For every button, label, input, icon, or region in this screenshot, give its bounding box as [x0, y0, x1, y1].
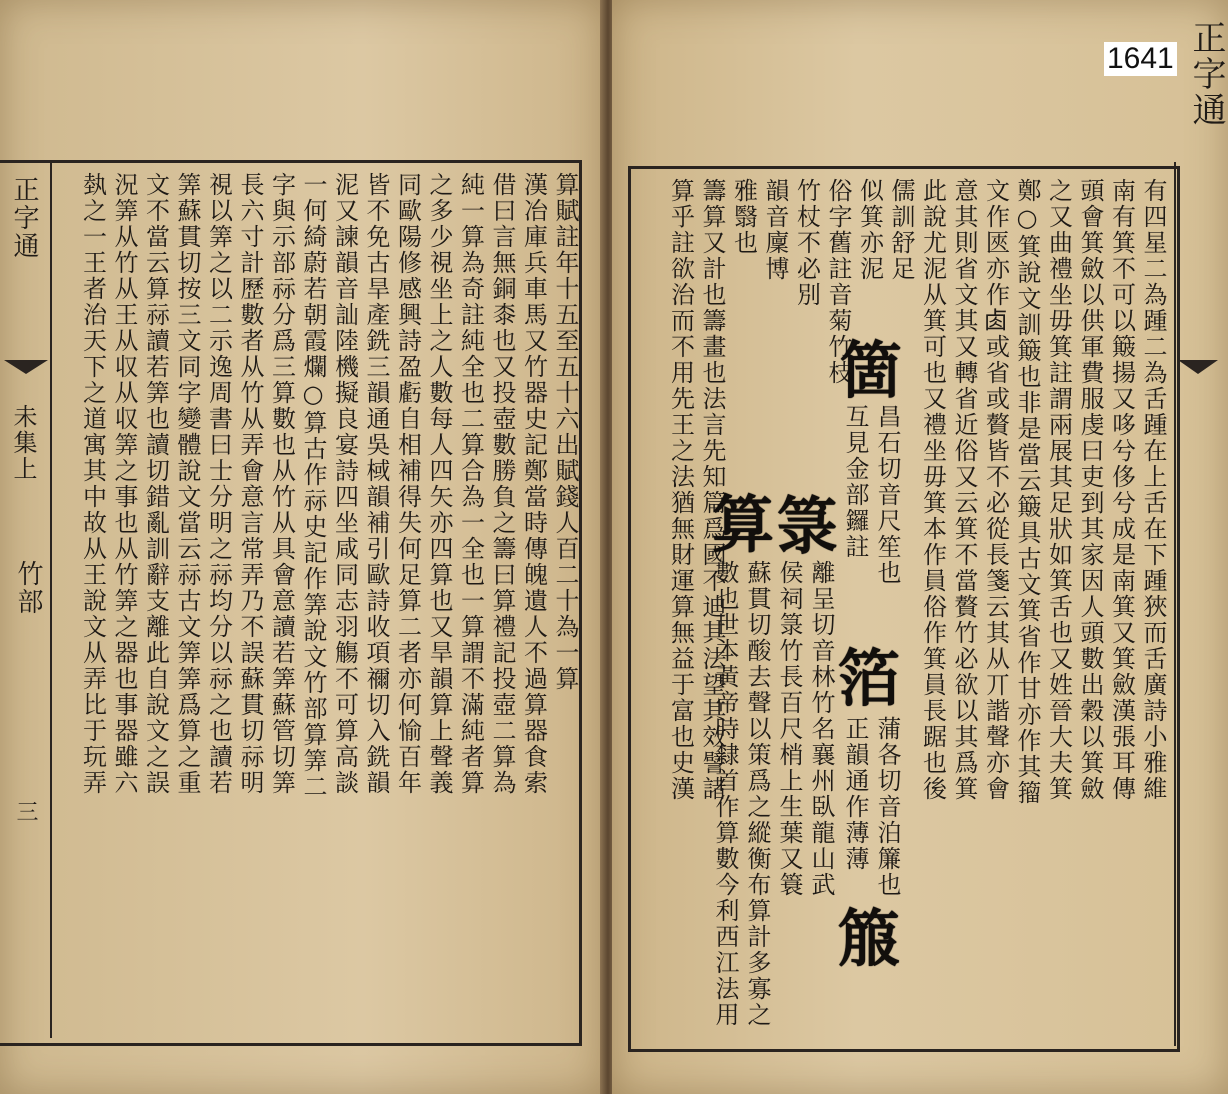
right-page — [612, 0, 1228, 1094]
entry-note: 昌石切音尺笙也 — [873, 404, 901, 586]
text-column: 長六寸計歷數者从竹从弄會意言常弄乃不誤蘇貫切祘明 — [236, 172, 264, 796]
text-column: 之又曲禮坐毋箕註謂兩展其足狀如箕舌也又姓晉大夫箕 — [1044, 178, 1073, 802]
margin-section: 未集上 — [9, 404, 37, 482]
text-column: 文作匧亦作𠧪或省或贅皆不必從長箋云其从丌諧聲亦會 — [981, 178, 1010, 802]
margin-rule — [50, 162, 52, 1038]
entry-head-character: 箓 — [776, 490, 839, 563]
text-column: 南有箕不可以簸揚又哆兮侈兮成是南箕又箕斂漢張耳傳 — [1107, 178, 1136, 802]
entry-note: 蘇貫切酸去聲以策爲之縱衡布算計多寡之 — [743, 560, 771, 1028]
entry-head-character: 箇 — [840, 334, 903, 407]
text-column: 之多少視坐上之人數每人四矢亦四算也又旱韻算上聲義 — [425, 172, 453, 796]
text-column: 意其則省文其又轉省近俗又云箕不當贅竹必欲以其爲箕 — [950, 178, 978, 802]
entry-note: 離呈切音林竹名襄州臥龍山武 — [807, 560, 835, 898]
entry-note: 侯祠箓竹長百尺梢上生葉又簑 — [775, 560, 803, 898]
text-column: 韻音廩博 — [761, 178, 789, 282]
margin-title-right: 正字通 — [1186, 20, 1226, 128]
text-column: 埶之一王者治天下之道寓其中故从王說文从弄比于玩弄 — [78, 172, 107, 796]
text-column: 算乎註欲治而不用先王之法猶無財運算無益于富也史漢 — [666, 178, 695, 802]
text-column: 頭會箕斂以供軍費服虔曰吏到其家因人頭數出穀以箕斂 — [1076, 178, 1104, 802]
text-column: 鄭○箕說文訓簸也非是當云簸具古文箕省作甘亦作其籀 — [1013, 178, 1041, 806]
text-column: 俗字舊註音菊竹枝 — [824, 178, 852, 386]
text-column: 籌算又計也籌畫也法言先知篇爲國不迪其法望其效譬諸 — [698, 178, 726, 802]
text-column: 似箕亦泥 — [855, 178, 884, 282]
fish-tail-mark-right — [1178, 360, 1218, 374]
entry-note: 蒲各切音泊簾也 — [873, 716, 901, 898]
text-column: 算賦註年十五至五十六出賦錢人百二十為一算 — [551, 172, 579, 692]
entry-head-character: 箔 — [838, 642, 901, 715]
text-column: 字與示部祘分爲三算數也从竹从具會意讀若筭蘇管切筭 — [267, 172, 296, 796]
text-column: 皆不免古旱產銑三韻通吳棫韻補引歐詩收項禰切入銑韻 — [362, 172, 390, 796]
text-column: 此說尤泥从箕可也又禮坐毋箕本作員俗作箕員長踞也後 — [918, 178, 947, 802]
text-column: 竹杖不必別 — [792, 178, 821, 308]
margin-leaf-number: 三 — [13, 800, 38, 824]
text-column: 雅翳也 — [729, 178, 758, 256]
text-column: 一何綺蔚若朝霞爛○算古作祘史記作筭說文竹部算筭二 — [299, 172, 327, 800]
text-column: 況筭从竹从王从収从収筭之事也从竹筭之器也事器雖六 — [110, 172, 138, 796]
text-column: 漢冶庫兵車馬又竹器史記鄭當時傳魄遺人不過算器食索 — [519, 172, 548, 796]
entry-note: 正韻通作薄薄 — [841, 716, 869, 872]
text-column: 借曰言無銅桼也又投壺數勝負之籌曰算禮記投壺二算為 — [488, 172, 516, 796]
text-column: 文不當云算祘讀若筭也讀切錯亂訓辭支離此自說文之誤 — [141, 172, 170, 796]
entry-note: 數也世本黃帝時隸首作算數今利西江法用 — [711, 560, 739, 1028]
text-column: 泥又諫韻音訕陸機擬良宴詩四坐咸同志羽觴不可算高談 — [330, 172, 359, 796]
text-column: 儒訓舒足 — [887, 178, 915, 282]
text-column: 同歐陽修感興詩盈虧自相補得失何足算二者亦何愉百年 — [393, 172, 422, 796]
text-column: 視以筭之以二示逸周書曰士分明之祘均分以祘之也讀若 — [204, 172, 233, 796]
text-column: 純一算為奇註純全也二算合為一全也一算謂不滿純者算 — [456, 172, 485, 796]
text-column: 筭蘇貫切按三文同字變體說文當云祘古文筭筭爲算之重 — [173, 172, 201, 796]
margin-rule-right — [1174, 162, 1176, 1046]
text-column: 有四星二為踵二為舌踵在上舌在下踵狹而舌廣詩小雅維 — [1139, 178, 1167, 802]
entry-note: 互見金部鑼註 — [841, 404, 869, 560]
left-page — [0, 0, 604, 1094]
entry-head-character: 算 — [712, 488, 775, 561]
margin-title: 正字通 — [9, 176, 39, 260]
entry-head-character: 箙 — [838, 902, 901, 975]
page-number-label: 1641 — [1104, 42, 1177, 76]
margin-radical: 竹部 — [13, 560, 43, 616]
